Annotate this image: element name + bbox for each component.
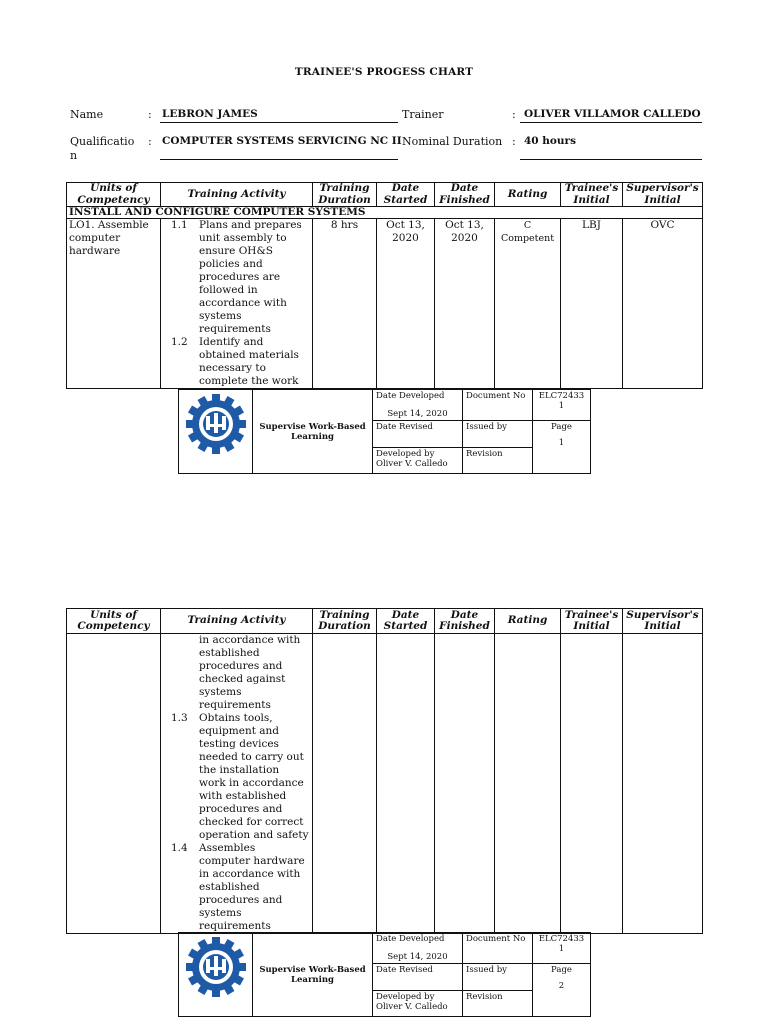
- program-name: Supervise Work-Based Learning: [253, 933, 373, 1017]
- document-footer-page1: [178, 389, 591, 474]
- rating-cell: [495, 634, 561, 934]
- document-title: TRAINEE'S PROGESS CHART: [294, 66, 474, 78]
- date-developed-label: Date Developed: [376, 391, 445, 401]
- page-cell: [533, 964, 591, 1017]
- document-no-value: ELC72433 1: [533, 933, 591, 964]
- developed-by-value: Oliver V. Calledo: [376, 459, 448, 469]
- qualification-label: Qualificatio: [70, 135, 135, 148]
- name-underline: [160, 122, 398, 123]
- duration-value: 40 hours: [524, 135, 576, 147]
- name-value: LEBRON JAMES: [162, 108, 258, 120]
- issued-by-label: Issued by: [463, 421, 533, 448]
- col-units: Units of Competency: [67, 609, 161, 634]
- trainer-value: OLIVER VILLAMOR CALLEDO: [524, 108, 701, 120]
- document-footer-page2: [178, 932, 591, 1017]
- logo-cell: [179, 390, 253, 474]
- duration-cell: [313, 634, 377, 934]
- date-developed-value: Sept 14, 2020: [387, 952, 448, 962]
- activity-cell: [161, 219, 313, 389]
- unit-cell: [67, 634, 161, 934]
- program-name: Supervise Work-Based Learning: [253, 390, 373, 474]
- developed-by-value: Oliver V. Calledo: [376, 1002, 448, 1012]
- col-units: Units of Competency: [67, 183, 161, 207]
- finished-cell: Oct 13, 2020: [435, 219, 495, 389]
- col-trainee: Trainee's Initial: [561, 183, 623, 207]
- started-cell: Oct 13, 2020: [377, 219, 435, 389]
- date-revised-label: Date Revised: [373, 421, 463, 448]
- activity-item: 1.1 Plans and prepares unit assembly to ensure OH&S policies and procedures are followed in accordance with systems requirements: [171, 219, 302, 335]
- col-duration: Training Duration: [313, 183, 377, 207]
- trainee-initial-cell: [561, 634, 623, 934]
- activity-item: 1.2 Identify and obtained materials necessary to complete the work: [171, 336, 299, 387]
- page-number: 2: [558, 981, 565, 991]
- col-rating: Rating: [495, 609, 561, 634]
- progress-table-page2: [66, 608, 703, 934]
- page-number: 1: [558, 438, 565, 448]
- section-title: INSTALL AND CONFIGURE COMPUTER SYSTEMS: [67, 207, 703, 219]
- col-finished: Date Finished: [435, 183, 495, 207]
- header-row: [67, 609, 703, 634]
- developed-by-label: Developed by: [376, 992, 435, 1002]
- developed-by-cell: [373, 991, 463, 1017]
- page-label: Page: [551, 965, 572, 975]
- col-supervisor: Supervisor's Initial: [623, 183, 703, 207]
- revision-label: Revision: [463, 991, 533, 1017]
- page-label: Page: [551, 422, 572, 432]
- table-row: [67, 219, 703, 389]
- document-no-value: ELC72433 1: [533, 390, 591, 421]
- started-cell: [377, 634, 435, 934]
- document-no-label: Document No: [463, 390, 533, 421]
- duration-underline: [520, 159, 702, 160]
- qualification-label-wrap: n: [70, 149, 78, 162]
- col-supervisor: Supervisor's Initial: [623, 609, 703, 634]
- rating-cell: C Competent: [495, 219, 561, 389]
- activity-item: 1.3 Obtains tools, equipment and testing devices needed to carry out the installation work in accordance with established procedures and checked for correct operation and safety: [171, 712, 309, 841]
- date-developed-cell: [373, 933, 463, 964]
- col-activity: Training Activity: [161, 183, 313, 207]
- table-row: [67, 634, 703, 934]
- issued-by-label: Issued by: [463, 964, 533, 991]
- colon: :: [148, 135, 152, 148]
- colon: :: [148, 108, 152, 121]
- logo-cell: [179, 933, 253, 1017]
- col-trainee: Trainee's Initial: [561, 609, 623, 634]
- trainer-underline: [520, 122, 702, 123]
- col-duration: Training Duration: [313, 609, 377, 634]
- col-rating: Rating: [495, 183, 561, 207]
- finished-cell: [435, 634, 495, 934]
- revision-label: Revision: [463, 448, 533, 474]
- colon: :: [512, 108, 516, 121]
- col-started: Date Started: [377, 183, 435, 207]
- qualification-value: COMPUTER SYSTEMS SERVICING NC II: [162, 135, 402, 147]
- colon: :: [512, 135, 516, 148]
- document-no-label: Document No: [463, 933, 533, 964]
- section-row: [67, 207, 703, 219]
- page-cell: [533, 421, 591, 474]
- progress-table-page1: [66, 182, 703, 389]
- duration-cell: 8 hrs: [313, 219, 377, 389]
- duration-label: Nominal Duration: [402, 135, 503, 148]
- qualification-underline: [160, 159, 398, 160]
- activity-item: 1.4 Assembles computer hardware in accordance with established procedures and systems requirements: [171, 842, 305, 932]
- supervisor-initial-cell: [623, 634, 703, 934]
- trainee-initial-cell: LBJ: [561, 219, 623, 389]
- col-started: Date Started: [377, 609, 435, 634]
- date-developed-cell: [373, 390, 463, 421]
- col-activity: Training Activity: [161, 609, 313, 634]
- col-finished: Date Finished: [435, 609, 495, 634]
- date-developed-label: Date Developed: [376, 934, 445, 944]
- developed-by-cell: [373, 448, 463, 474]
- trainer-label: Trainer: [402, 108, 444, 121]
- date-revised-label: Date Revised: [373, 964, 463, 991]
- activity-cell: [161, 634, 313, 934]
- unit-cell: LO1. Assemble computer hardware: [67, 219, 161, 389]
- date-developed-value: Sept 14, 2020: [387, 409, 448, 419]
- developed-by-label: Developed by: [376, 449, 435, 459]
- header-row: [67, 183, 703, 207]
- activity-item: in accordance with established procedures and checked against systems requirements: [199, 634, 301, 711]
- supervisor-initial-cell: OVC: [623, 219, 703, 389]
- tesda-logo-icon: [182, 934, 249, 1000]
- name-label: Name: [70, 108, 104, 121]
- tesda-logo-icon: [182, 391, 249, 457]
